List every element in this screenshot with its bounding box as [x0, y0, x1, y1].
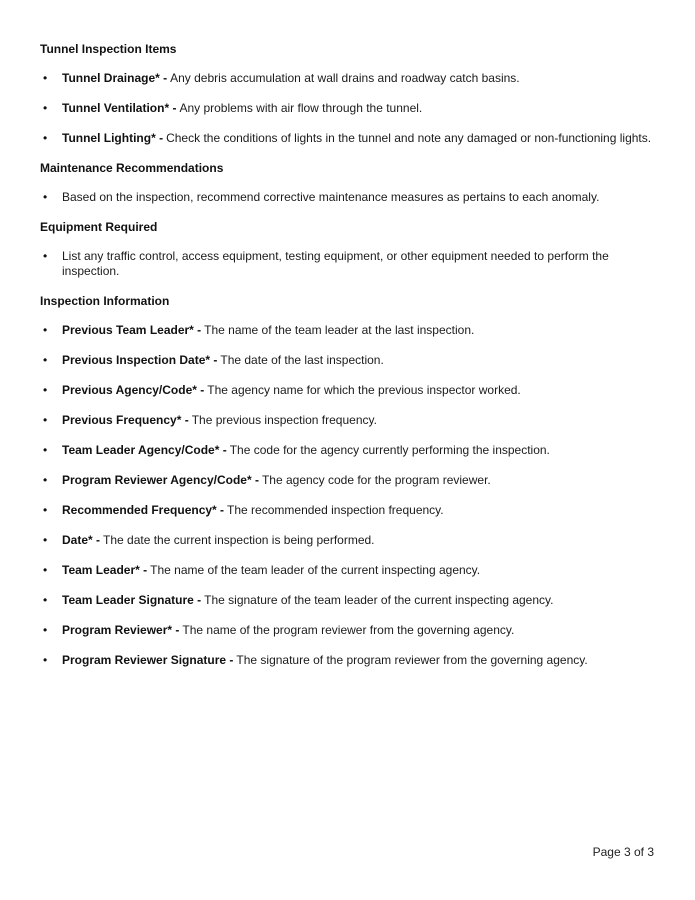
list-item: [40, 533, 655, 548]
item-term: Date* -: [62, 533, 101, 547]
item-term: Tunnel Drainage* -: [62, 71, 168, 85]
list-item-text: [62, 623, 655, 638]
item-description: The date the current inspection is being performed.: [103, 533, 375, 547]
document-section: [40, 294, 655, 668]
section-heading: Tunnel Inspection Items: [40, 42, 177, 56]
list-item-text: [62, 101, 655, 116]
section-heading: Inspection Information: [40, 294, 170, 308]
bullet-list: [40, 323, 655, 668]
bullet-list: [40, 249, 655, 279]
list-item-text: [62, 353, 655, 368]
item-description: Any problems with air flow through the tunnel.: [179, 101, 423, 115]
item-term: Tunnel Lighting* -: [62, 131, 164, 145]
list-item: [40, 131, 655, 146]
item-description: The recommended inspection frequency.: [227, 503, 444, 517]
item-description: The signature of the program reviewer from the governing agency.: [236, 653, 588, 667]
item-description: Any debris accumulation at wall drains and roadway catch basins.: [170, 71, 520, 85]
bullet-icon: •: [43, 653, 48, 667]
list-item-text: [62, 249, 655, 279]
list-item-text: [62, 563, 655, 578]
document-body: [40, 42, 655, 668]
item-term: Previous Inspection Date* -: [62, 353, 218, 367]
bullet-icon: •: [43, 249, 48, 263]
bullet-icon: •: [43, 131, 48, 145]
item-description: The name of the program reviewer from the governing agency.: [182, 623, 515, 637]
bullet-icon: •: [43, 323, 48, 337]
list-item: [40, 383, 655, 398]
list-item-text: [62, 413, 655, 428]
list-item: [40, 323, 655, 338]
item-term: Recommended Frequency* -: [62, 503, 225, 517]
list-item: [40, 623, 655, 638]
bullet-icon: •: [43, 443, 48, 457]
bullet-icon: •: [43, 190, 48, 204]
list-item: [40, 101, 655, 116]
list-item: [40, 413, 655, 428]
list-item: [40, 249, 655, 279]
item-description: The name of the team leader at the last inspection.: [204, 323, 475, 337]
item-term: Previous Frequency* -: [62, 413, 189, 427]
list-item: [40, 71, 655, 86]
document-section: [40, 220, 655, 279]
item-description: The previous inspection frequency.: [191, 413, 377, 427]
bullet-icon: •: [43, 533, 48, 547]
list-item-text: [62, 503, 655, 518]
bullet-icon: •: [43, 413, 48, 427]
list-item-text: [62, 473, 655, 488]
list-item: [40, 503, 655, 518]
bullet-icon: •: [43, 563, 48, 577]
list-item-text: [62, 533, 655, 548]
list-item: [40, 190, 655, 205]
bullet-icon: •: [43, 71, 48, 85]
item-description: The agency name for which the previous inspector worked.: [207, 383, 521, 397]
list-item-text: [62, 323, 655, 338]
item-term: Program Reviewer* -: [62, 623, 180, 637]
list-item: [40, 353, 655, 368]
list-item: [40, 473, 655, 488]
list-item-text: [62, 383, 655, 398]
bullet-icon: •: [43, 473, 48, 487]
list-item: [40, 653, 655, 668]
bullet-list: [40, 71, 655, 146]
list-item-text: [62, 593, 655, 608]
item-description: Check the conditions of lights in the tunnel and note any damaged or non-functioning lights.: [166, 131, 652, 145]
item-term: Tunnel Ventilation* -: [62, 101, 177, 115]
item-description: The name of the team leader of the current inspecting agency.: [150, 563, 481, 577]
bullet-icon: •: [43, 101, 48, 115]
bullet-icon: •: [43, 383, 48, 397]
list-item-text: [62, 653, 655, 668]
item-term: Previous Agency/Code* -: [62, 383, 205, 397]
bullet-icon: •: [43, 623, 48, 637]
item-term: Team Leader Agency/Code* -: [62, 443, 227, 457]
item-term: Program Reviewer Agency/Code* -: [62, 473, 259, 487]
item-term: Previous Team Leader* -: [62, 323, 202, 337]
item-term: Team Leader Signature -: [62, 593, 202, 607]
bullet-list: [40, 190, 655, 205]
list-item: [40, 563, 655, 578]
bullet-icon: •: [43, 593, 48, 607]
bullet-icon: •: [43, 503, 48, 517]
item-description: The agency code for the program reviewer.: [261, 473, 491, 487]
page-number-footer: Page 3 of 3: [592, 845, 654, 859]
section-heading: Equipment Required: [40, 220, 158, 234]
section-heading: Maintenance Recommendations: [40, 161, 224, 175]
list-item: [40, 443, 655, 458]
document-section: [40, 161, 655, 205]
item-term: Program Reviewer Signature -: [62, 653, 234, 667]
item-description: Based on the inspection, recommend corrective maintenance measures as pertains to each anomaly.: [62, 190, 600, 204]
list-item: [40, 593, 655, 608]
list-item-text: [62, 131, 655, 146]
item-description: List any traffic control, access equipment, testing equipment, or other equipment needed to perform the inspection.: [62, 249, 609, 278]
bullet-icon: •: [43, 353, 48, 367]
list-item-text: [62, 190, 655, 205]
document-section: [40, 42, 655, 146]
item-term: Team Leader* -: [62, 563, 148, 577]
list-item-text: [62, 443, 655, 458]
item-description: The date of the last inspection.: [220, 353, 384, 367]
item-description: The signature of the team leader of the current inspecting agency.: [204, 593, 554, 607]
list-item-text: [62, 71, 655, 86]
item-description: The code for the agency currently performing the inspection.: [229, 443, 550, 457]
